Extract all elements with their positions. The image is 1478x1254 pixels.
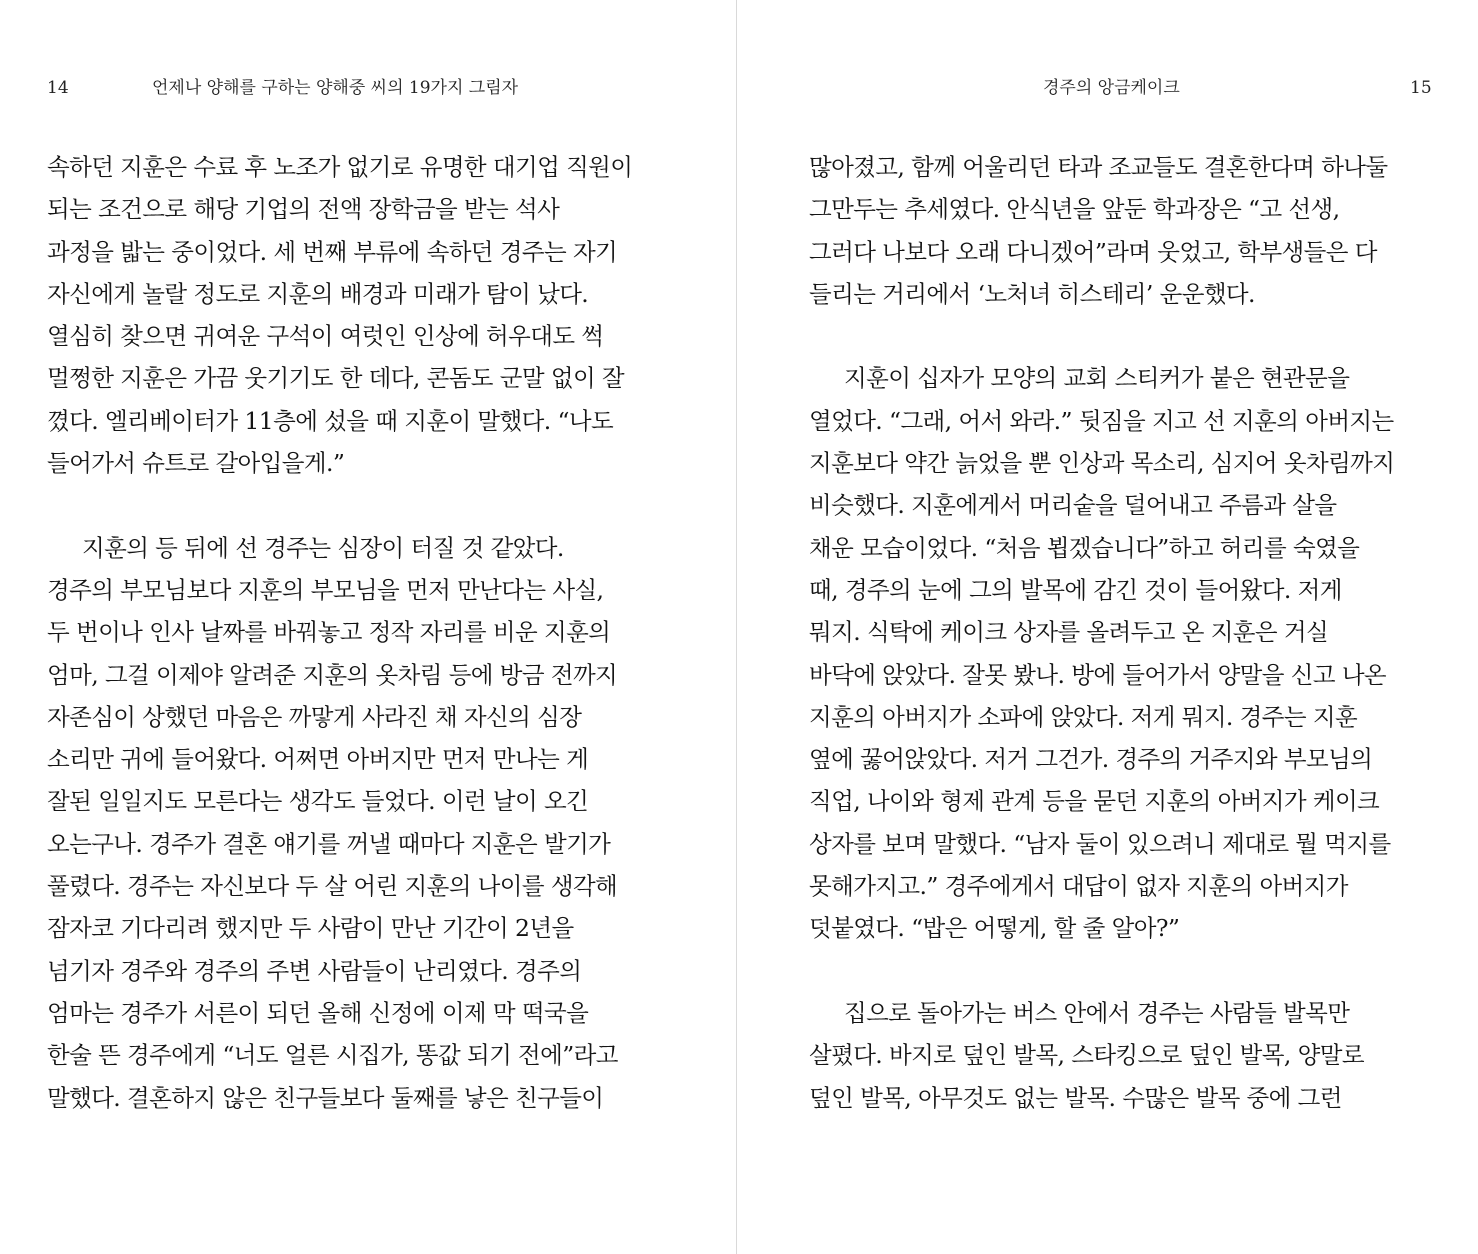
page-number: 14 [47, 78, 69, 98]
text-line: 엄마는 경주가 서른이 되던 올해 신정에 이제 막 떡국을 [47, 998, 589, 1027]
text-line: 자신에게 놀랄 정도로 지훈의 배경과 미래가 탐이 났다. [47, 279, 589, 308]
running-title: 언제나 양해를 구하는 양해중 씨의 19가지 그림자 [152, 78, 519, 98]
text-line: 들어가서 슈트로 갈아입을게.” [47, 449, 345, 478]
text-line: 그만두는 추세였다. 안식년을 앞둔 학과장은 “고 선생, [809, 195, 1340, 224]
body-text [809, 146, 1394, 1119]
text-line: 되는 조건으로 해당 기업의 전액 장학금을 받는 석사 [47, 195, 560, 224]
text-line: 잘된 일일지도 모른다는 생각도 들었다. 이런 날이 오긴 [47, 787, 589, 816]
text-line: 때, 경주의 눈에 그의 발목에 감긴 것이 들어왔다. 저게 [809, 575, 1342, 604]
paragraph-gap [47, 484, 632, 526]
running-title: 경주의 앙금케이크 [1043, 78, 1180, 98]
text-line: 지훈의 아버지가 소파에 앉았다. 저게 뭐지. 경주는 지훈 [809, 702, 1358, 731]
text-line: 두 번이나 인사 날짜를 바꿔놓고 정작 자리를 비운 지훈의 [47, 618, 611, 647]
text-line: 소리만 귀에 들어왔다. 어쩌면 아버지만 먼저 만나는 게 [47, 745, 589, 774]
text-line: 못해가지고.” 경주에게서 대답이 없자 지훈의 아버지가 [809, 872, 1348, 901]
text-line: 들리는 거리에서 ‘노처녀 히스테리’ 운운했다. [809, 279, 1255, 308]
text-line: 직업, 나이와 형제 관계 등을 묻던 지훈의 아버지가 케이크 [809, 787, 1380, 816]
text-line: 잠자코 기다리려 했지만 두 사람이 만난 기간이 2년을 [47, 914, 574, 943]
text-line: 지훈보다 약간 늙었을 뿐 인상과 목소리, 심지어 옷차림까지 [809, 449, 1395, 478]
text-line: 덮인 발목, 아무것도 없는 발목. 수많은 발목 중에 그런 [809, 1083, 1342, 1112]
text-line: 열었다. “그래, 어서 와라.” 뒷짐을 지고 선 지훈의 아버지는 [809, 406, 1394, 435]
text-line: 자존심이 상했던 마음은 까맣게 사라진 채 자신의 심장 [47, 702, 582, 731]
text-line: 그러다 나보다 오래 다니겠어”라며 웃었고, 학부생들은 다 [809, 237, 1377, 266]
paragraph-gap [809, 315, 1394, 357]
text-line: 많아졌고, 함께 어울리던 타과 조교들도 결혼한다며 하나둘 [809, 153, 1388, 181]
text-line: 열심히 찾으면 귀여운 구석이 여럿인 인상에 허우대도 썩 [47, 322, 604, 351]
left-page [0, 0, 736, 1254]
text-line: 말했다. 결혼하지 않은 친구들보다 둘째를 낳은 친구들이 [47, 1083, 604, 1112]
text-line: 풀렸다. 경주는 자신보다 두 살 어린 지훈의 나이를 생각해 [47, 872, 618, 901]
page-number: 15 [1410, 78, 1432, 98]
text-line: 과정을 밟는 중이었다. 세 번째 부류에 속하던 경주는 자기 [47, 237, 618, 266]
text-line: 멀쩡한 지훈은 가끔 웃기기도 한 데다, 콘돔도 군말 없이 잘 [47, 364, 625, 393]
text-line: 지훈이 십자가 모양의 교회 스티커가 붙은 현관문을 [844, 364, 1350, 393]
text-line: 뭐지. 식탁에 케이크 상자를 올려두고 온 지훈은 거실 [809, 618, 1329, 647]
text-line: 한술 뜬 경주에게 “너도 얼른 시집가, 똥값 되기 전에”라고 [47, 1041, 618, 1070]
text-line: 비슷했다. 지훈에게서 머리숱을 덜어내고 주름과 살을 [809, 491, 1337, 520]
text-line: 바닥에 앉았다. 잘못 봤나. 방에 들어가서 양말을 신고 나온 [809, 660, 1387, 689]
text-line: 덧붙였다. “밥은 어떻게, 할 줄 알아?” [809, 914, 1180, 943]
body-text [47, 146, 632, 1119]
text-line: 지훈의 등 뒤에 선 경주는 심장이 터질 것 같았다. [82, 533, 564, 562]
text-line: 살폈다. 바지로 덮인 발목, 스타킹으로 덮인 발목, 양말로 [809, 1041, 1364, 1070]
text-line: 옆에 꿇어앉았다. 저거 그건가. 경주의 거주지와 부모님의 [809, 745, 1373, 774]
text-line: 집으로 돌아가는 버스 안에서 경주는 사람들 발목만 [844, 998, 1350, 1027]
text-line: 경주의 부모님보다 지훈의 부모님을 먼저 만난다는 사실, [47, 575, 604, 604]
text-line: 꼈다. 엘리베이터가 11층에 섰을 때 지훈이 말했다. “나도 [47, 406, 614, 435]
text-line: 채운 모습이었다. “처음 뵙겠습니다”하고 허리를 숙였을 [809, 533, 1360, 562]
paragraph-gap [809, 950, 1394, 992]
gutter-divider [736, 0, 737, 1254]
text-line: 오는구나. 경주가 결혼 얘기를 꺼낼 때마다 지훈은 발기가 [47, 829, 611, 858]
text-line: 속하던 지훈은 수료 후 노조가 없기로 유명한 대기업 직원이 [47, 153, 633, 181]
text-line: 상자를 보며 말했다. “남자 둘이 있으려니 제대로 뭘 먹지를 [809, 829, 1391, 858]
right-page [738, 0, 1478, 1254]
text-line: 넘기자 경주와 경주의 주변 사람들이 난리였다. 경주의 [47, 956, 582, 985]
text-line: 엄마, 그걸 이제야 알려준 지훈의 옷차림 등에 방금 전까지 [47, 660, 618, 689]
